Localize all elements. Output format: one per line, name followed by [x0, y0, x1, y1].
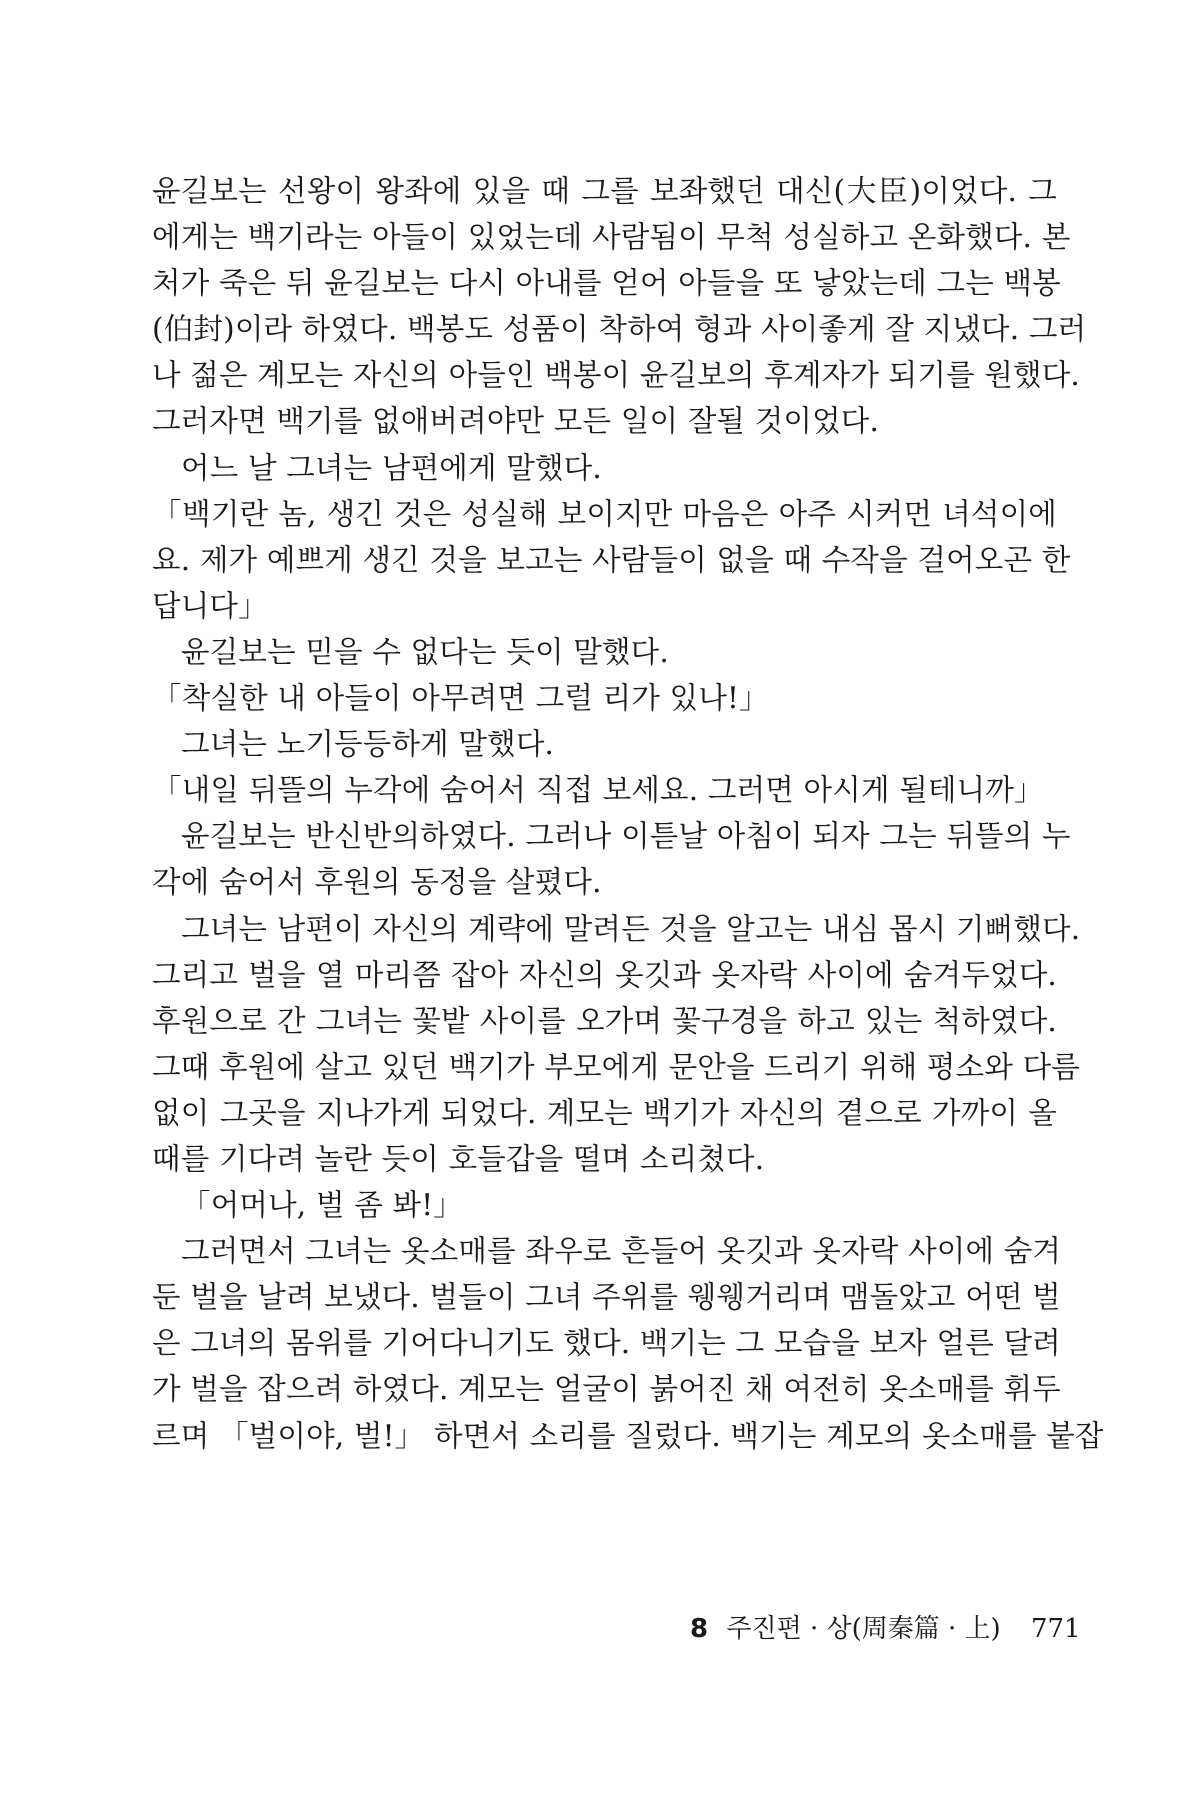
text-line: 「착실한 내 아들이 아무려면 그럴 리가 있나!」: [152, 681, 769, 716]
text-line: 그러면서 그녀는 옷소매를 좌우로 흔들어 옷깃과 옷자락 사이에 숨겨: [181, 1234, 1062, 1269]
chapter-number: 8: [690, 1614, 709, 1644]
text-line: 그리고 벌을 열 마리쯤 잡아 자신의 옷깃과 옷자락 사이에 숨겨두었다.: [152, 957, 1057, 992]
body-text: [152, 168, 1104, 1459]
text-line: 어느 날 그녀는 남편에게 말했다.: [181, 450, 602, 485]
text-line: 윤길보는 믿을 수 없다는 듯이 말했다.: [181, 634, 669, 669]
text-line: 요. 제가 예쁘게 생긴 것을 보고는 사람들이 없을 때 수작을 걸어오곤 한: [152, 542, 1071, 577]
text-line: 에게는 백기라는 아들이 있었는데 사람됨이 무척 성실하고 온화했다. 본: [152, 220, 1071, 255]
text-line: 은 그녀의 몸위를 기어다니기도 했다. 백기는 그 모습을 보자 얼른 달려: [152, 1326, 1061, 1361]
text-line: 각에 숨어서 후원의 동정을 살폈다.: [152, 865, 602, 900]
text-line: 나 젊은 계모는 자신의 아들인 백봉이 윤길보의 후계자가 되기를 원했다.: [152, 358, 1080, 393]
text-line: 그러자면 백기를 없애버려야만 모든 일이 잘될 것이었다.: [152, 404, 880, 439]
text-line: (伯封)이라 하였다. 백봉도 성품이 착하여 형과 사이좋게 잘 지냈다. 그러: [152, 312, 1087, 347]
text-line: 윤길보는 선왕이 왕좌에 있을 때 그를 보좌했던 대신(大臣)이었다. 그: [152, 174, 1057, 208]
text-line: 답니다」: [152, 588, 268, 623]
text-line: 그녀는 남편이 자신의 계략에 말려든 것을 알고는 내심 몹시 기뻐했다.: [181, 911, 1081, 946]
page-number: 771: [1030, 1614, 1081, 1644]
text-line: 「어머나, 벌 좀 봐!」: [181, 1188, 463, 1223]
page-footer: [690, 1608, 1081, 1645]
text-line: 둔 벌을 날려 보냈다. 벌들이 그녀 주위를 웽웽거리며 맴돌았고 어떤 벌: [152, 1280, 1061, 1315]
text-line: 후원으로 간 그녀는 꽃밭 사이를 오가며 꽃구경을 하고 있는 척하였다.: [152, 1003, 1057, 1038]
text-line: 윤길보는 반신반의하였다. 그러나 이튿날 아침이 되자 그는 뒤뜰의 누: [181, 819, 1071, 854]
text-line: 없이 그곳을 지나가게 되었다. 계모는 백기가 자신의 곁으로 가까이 올: [152, 1095, 1057, 1130]
text-line: 「내일 뒤뜰의 누각에 숨어서 직접 보세요. 그러면 아시게 될테니까」: [152, 773, 1044, 808]
chapter-title: 주진편 · 상(周秦篇 · 上): [726, 1614, 1001, 1644]
text-line: 그때 후원에 살고 있던 백기가 부모에게 문안을 드리기 위해 평소와 다름: [152, 1049, 1080, 1084]
text-line: 가 벌을 잡으려 하였다. 계모는 얼굴이 붉어진 채 여전히 옷소매를 휘두: [152, 1372, 1061, 1407]
text-line: 「백기란 놈, 생긴 것은 성실해 보이지만 마음은 아주 시커먼 녀석이에: [152, 496, 1057, 531]
text-line: 그녀는 노기등등하게 말했다.: [181, 727, 555, 762]
text-line: 때를 기다려 놀란 듯이 호들갑을 떨며 소리쳤다.: [152, 1141, 765, 1176]
text-line: 르며 「벌이야, 벌!」 하면서 소리를 질렀다. 백기는 계모의 옷소매를 붙잡: [152, 1418, 1104, 1453]
text-line: 처가 죽은 뒤 윤길보는 다시 아내를 얻어 아들을 또 낳았는데 그는 백봉: [152, 266, 1061, 301]
